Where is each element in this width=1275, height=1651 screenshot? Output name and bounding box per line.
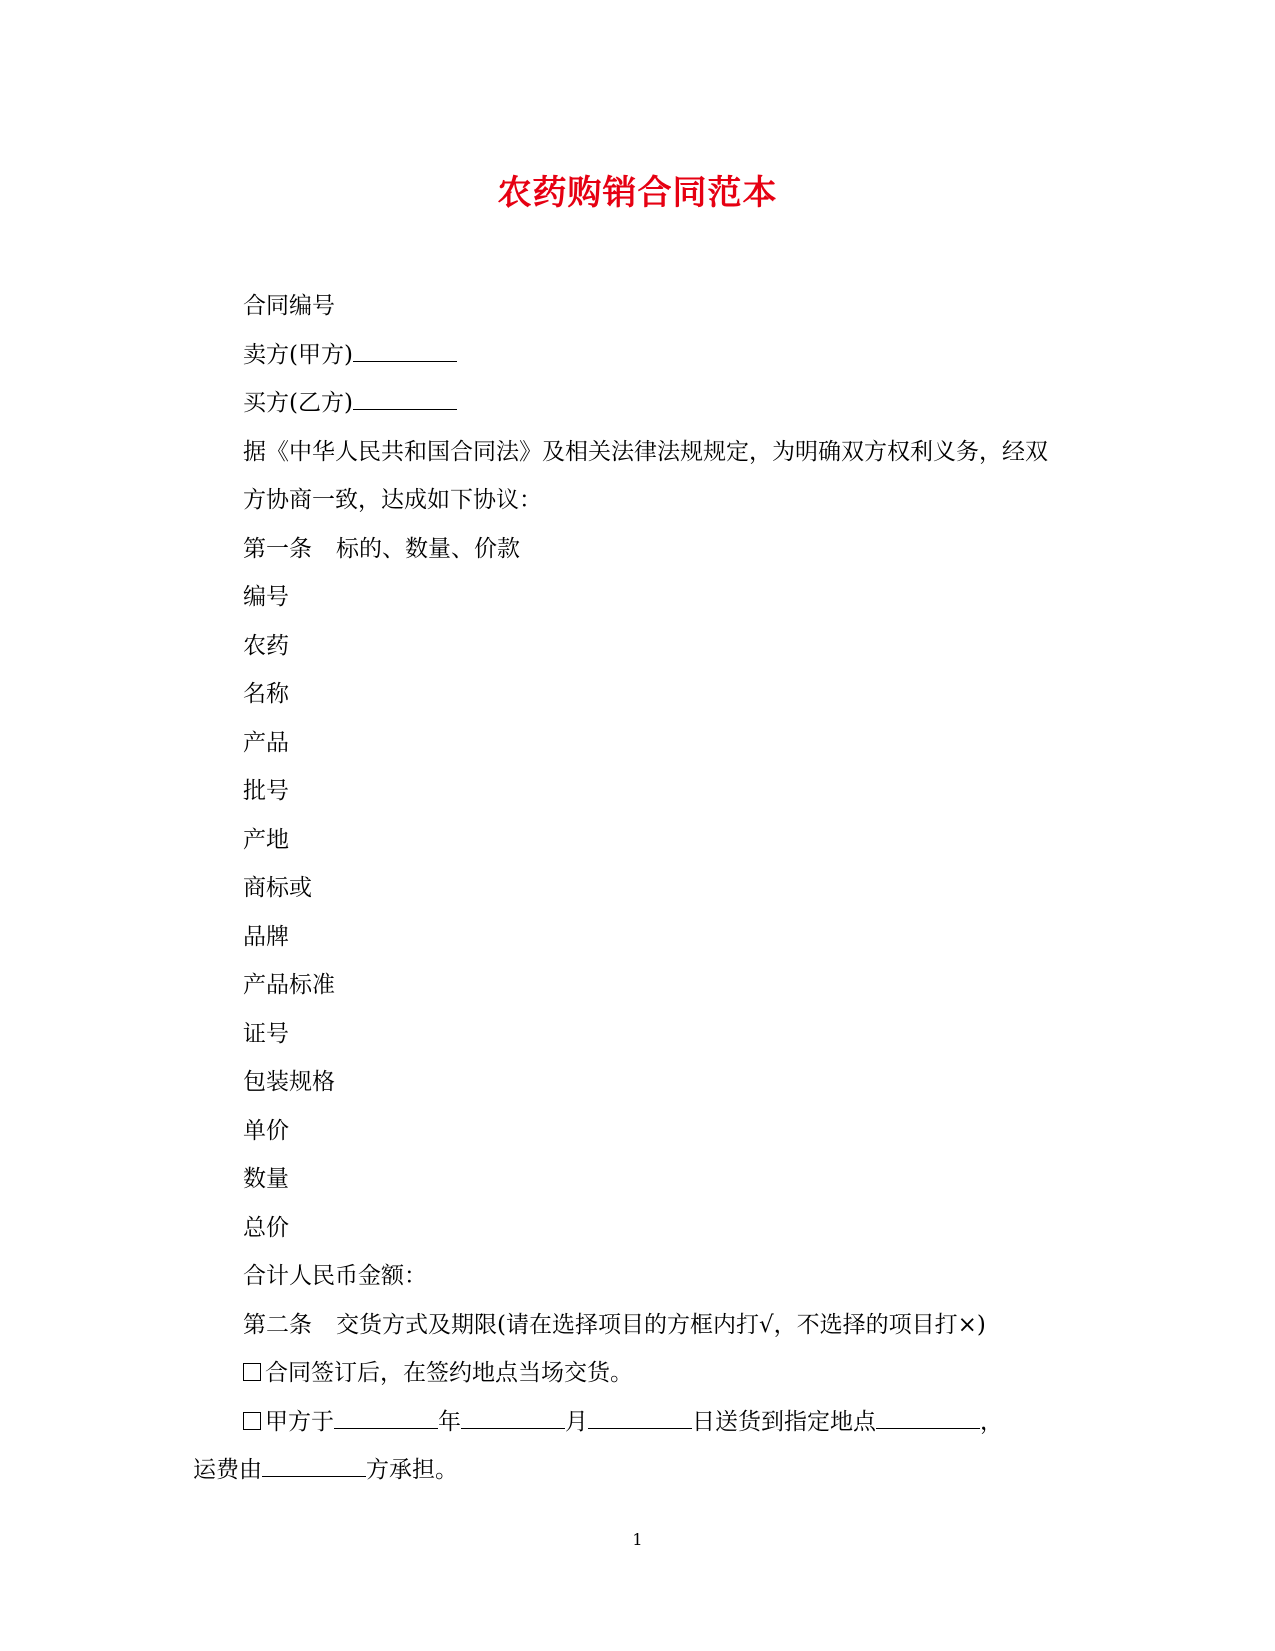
buyer-line [193,379,1065,428]
contract-number-line: 合同编号 [243,293,335,319]
year-blank [334,1412,438,1429]
field-label: 总价 [243,1214,289,1241]
field-label: 产地 [243,826,289,853]
article-1-heading [193,525,1065,574]
option-2-text: 甲方于 [265,1408,334,1435]
article-1-number: 第一条 [243,535,312,562]
field-label: 商标或 [243,875,312,901]
field-label: 产品标准 [243,972,335,998]
field-label: 品牌 [243,923,289,950]
freight-suffix: 方承担。 [366,1457,458,1483]
article-2-title: 交货方式及期限(请在选择项目的方框内打√，不选择的项目打×) [336,1311,986,1338]
freight-label: 运费由 [193,1457,262,1483]
year-label: 年 [438,1408,461,1435]
freight-party-blank [262,1460,366,1477]
option-2-text: 日送货到指定地点 [692,1408,876,1435]
document-title: 农药购销合同范本 [497,173,778,213]
delivery-option-1-text: 合同签订后，在签约地点当场交货。 [265,1360,633,1386]
total-amount-line: 合计人民币金额： [243,1263,427,1289]
checkbox-icon [243,1412,261,1430]
contract-body [193,282,1065,1495]
buyer-label: 买方(乙方) [243,390,353,416]
option-2-comma: ， [980,1408,1003,1435]
delivery-option-2-continued [193,1446,1065,1495]
preamble-paragraph: 据《中华人民共和国合同法》及相关法律法规规定，为明确双方权利义务，经双方协商一致，达成如下协议： [243,438,1048,513]
article-2-number: 第二条 [243,1311,312,1338]
field-label: 证号 [243,1020,289,1047]
location-blank [876,1412,980,1429]
field-label: 名称 [243,681,289,707]
day-blank [588,1412,692,1429]
delivery-option-2 [193,1398,1065,1447]
seller-blank [353,345,457,362]
buyer-blank [353,393,457,410]
delivery-option-1 [193,1349,1065,1398]
month-label: 月 [565,1408,588,1435]
field-label: 包装规格 [243,1069,335,1095]
page-number: 1 [632,1530,643,1549]
field-label: 农药 [243,632,289,659]
article-1-title: 标的、数量、价款 [336,535,520,562]
field-label: 产品 [243,729,289,756]
article-2-heading [193,1301,1065,1350]
field-label: 单价 [243,1117,289,1144]
field-label: 编号 [243,584,289,610]
seller-line [193,331,1065,380]
field-label: 批号 [243,778,289,804]
month-blank [461,1412,565,1429]
field-label: 数量 [243,1166,289,1192]
checkbox-icon [243,1363,261,1381]
seller-label: 卖方(甲方) [243,341,353,368]
